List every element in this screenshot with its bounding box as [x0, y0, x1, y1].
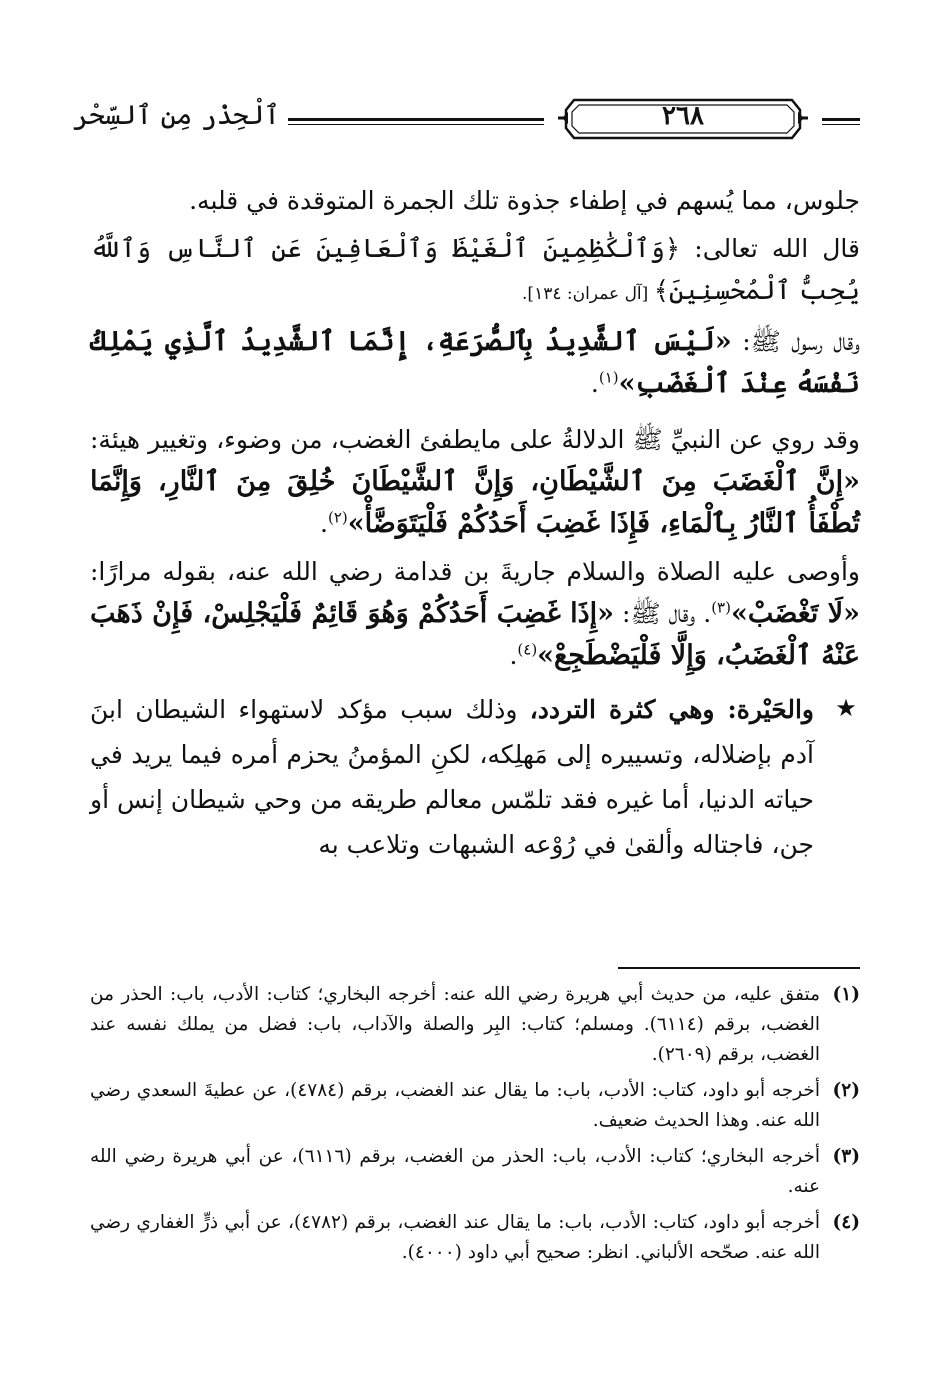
quran-verse: ﴿وَٱلْكَٰظِمِينَ ٱلْغَيْظَ وَٱلْعَافِينَ عَنِ ٱلنَّاسِ وَٱللَّهُ يُحِبُّ ٱلْمُحْسِنِينَ﴾ — [90, 234, 860, 306]
star-icon: ★ — [835, 694, 857, 722]
footnote-item — [90, 980, 860, 1070]
page-header — [72, 96, 860, 150]
footnote-number: (٣) — [832, 1146, 860, 1167]
main-text — [90, 180, 860, 867]
footnote-number: (٢) — [832, 1080, 860, 1101]
paragraph-hadith-3: وأوصى عليه الصلاة والسلام جاريةَ بن قدامة رضي الله عنه، بقوله مرارًا: «لَا تَغْضَبْ»$^{(٣)}$. وقال ﷺ: «إِذَا غَضِبَ أَحَدُكُمْ وَهُوَ قَائِمٌ فَلْيَجْلِسْ، فَإِنْ ذَهَبَ عَنْهُ ٱلْغَضَبُ، وَإِلَّا فَلْيَضْطَجِعْ»$^{(٤)}$. — [90, 557, 860, 671]
footnote-item — [90, 1076, 860, 1136]
footnote-text: أخرجه أبو داود، كتاب: الأدب، باب: ما يقال عند الغضب، برقم (٤٧٨٢)، عن أبي ذرٍّ الغفاري رضي الله عنه. صحّحه الألباني. انظر: صحيح أبي داود (٤٠٠٠). — [90, 1212, 820, 1263]
footnote-number: (٤) — [832, 1212, 860, 1233]
verse-reference: [آل عمران: ١٣٤]. — [522, 284, 654, 304]
footnote-marker: (٣) — [711, 598, 731, 617]
footnotes — [90, 980, 860, 1274]
page-number-frame — [558, 96, 808, 142]
book-title: ٱلْحِذْر مِن ٱلسِّحْر — [72, 100, 280, 131]
book-page — [72, 0, 860, 1377]
bullet-term: والحَيْرة: وهي كثرة التردد، — [529, 695, 814, 724]
footnote-number: (١) — [832, 984, 860, 1005]
footnote-marker: (٢) — [327, 508, 348, 527]
footnote-text: أخرجه البخاري؛ كتاب: الأدب، باب: الحذر من الغضب، برقم (٦١١٦)، عن أبي هريرة رضي الله عنه. — [90, 1146, 820, 1197]
bullet-text: والحَيْرة: وهي كثرة التردد، وذلك سبب مؤكد لاستهواء الشيطان ابنَ آدم بإضلاله، وتسييره إلى مَهلِكه، لكنِ المؤمنُ يحزم أمره فيما يريد في حياته الدنيا، أما غيره فقد تلمّس معالم طريقه من وحي شيطان إنس أو جن، فاجتاله وألقىٰ في رُوْعه الشبهات وتلاعب به — [90, 695, 814, 859]
footnote-marker: (٤) — [517, 640, 538, 659]
header-rule-right — [822, 118, 860, 121]
hadith-text: «لَا تَغْضَبْ» — [730, 598, 860, 629]
footnote-text: أخرجه أبو داود، كتاب: الأدب، باب: ما يقال عند الغضب، برقم (٤٧٨٤)، عن عطيةَ السعدي رضي الله عنه. وهذا الحديث ضعيف. — [90, 1080, 820, 1131]
footnote-item — [90, 1142, 860, 1202]
hadith-text: «إِنَّ ٱلْغَضَبَ مِنَ ٱلشَّيْطَانِ، وَإِنَّ ٱلشَّيْطَانَ خُلِقَ مِنَ ٱلنَّارِ، وَإِنَّمَا تُطْفَأُ ٱلنَّارُ بِٱلْمَاءِ، فَإِذَا غَضِبَ أَحَدُكُمْ فَلْيَتَوَضَّأْ» — [90, 466, 860, 539]
header-rule-left — [288, 118, 544, 121]
footnote-item — [90, 1208, 860, 1268]
bullet-item — [90, 687, 860, 867]
footnote-text: متفق عليه، من حديث أبي هريرة رضي الله عنه: أخرجه البخاري؛ كتاب: الأدب، باب: الحذر من الغضب، برقم (٦١١٤). ومسلم؛ كتاب: البِر والصلة والآداب، باب: فضل من يملك نفسه عند الغضب، برقم (٢٦٠٩). — [90, 984, 820, 1065]
footnote-marker: (١) — [598, 368, 619, 387]
paragraph-quran: قال الله تعالى: ﴿وَٱلْكَٰظِمِينَ ٱلْغَيْظَ وَٱلْعَافِينَ عَنِ ٱلنَّاسِ وَٱللَّهُ يُحِبُّ ٱلْمُحْسِنِينَ﴾ [آل عمران: ١٣٤]. — [90, 234, 860, 306]
paragraph-1: جلوس، مما يُسهم في إطفاء جذوة تلك الجمرة المتوقدة في قلبه. — [189, 186, 860, 215]
footnote-separator — [618, 967, 860, 969]
hadith-text: «إِذَا غَضِبَ أَحَدُكُمْ وَهُوَ قَائِمٌ فَلْيَجْلِسْ، فَإِنْ ذَهَبَ عَنْهُ ٱلْغَضَبُ، وَإِلَّا فَلْيَضْطَجِعْ» — [90, 598, 860, 671]
paragraph-hadith-2: وقد روي عن النبيِّ ﷺ الدلالةُ على مايطفئ الغضب، من وضوء، وتغيير هيئة: «إِنَّ ٱلْغَضَبَ مِنَ ٱلشَّيْطَانِ، وَإِنَّ ٱلشَّيْطَانَ خُلِقَ مِنَ ٱلنَّارِ، وَإِنَّمَا تُطْفَأُ ٱلنَّارُ بِٱلْمَاءِ، فَإِذَا غَضِبَ أَحَدُكُمْ فَلْيَتَوَضَّأْ»$^{(٢)}$. — [90, 425, 860, 539]
hadith-text: «لَيْسَ ٱلشَّدِيدُ بِٱلصُّرَعَةِ، إِنَّمَا ٱلشَّدِيدُ ٱلَّذِي يَمْلِكُ نَفْسَهُ عِنْدَ ٱلْغَضَبِ» — [90, 326, 860, 399]
paragraph-hadith-1: وقال رسول ﷺ: «لَيْسَ ٱلشَّدِيدُ بِٱلصُّرَعَةِ، إِنَّمَا ٱلشَّدِيدُ ٱلَّذِي يَمْلِكُ نَفْسَهُ عِنْدَ ٱلْغَضَبِ»$^{(١)}$. — [90, 326, 860, 399]
page-number: ٢٦٨ — [662, 101, 704, 131]
